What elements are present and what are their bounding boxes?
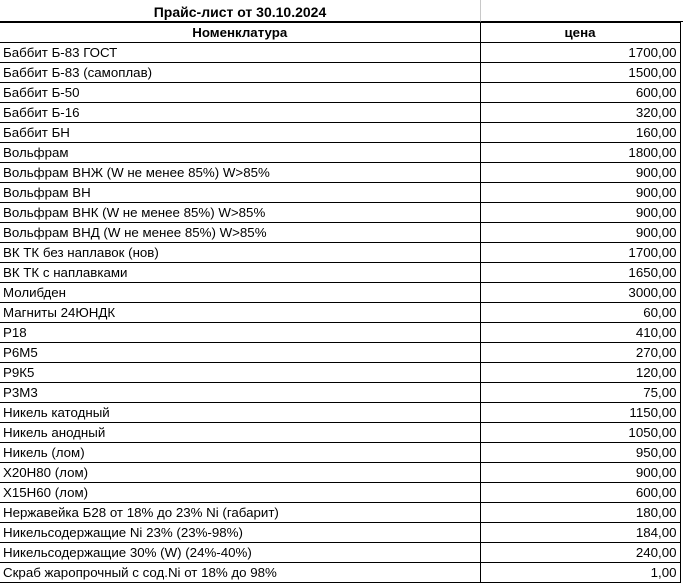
table-row: [0, 323, 680, 343]
table-row: [0, 303, 680, 323]
item-price-cell: 240,00: [480, 543, 680, 563]
table-row: [0, 63, 680, 83]
item-name-cell: ВК ТК с наплавками: [0, 263, 480, 283]
title-empty-cell: [480, 0, 683, 22]
item-price-cell: 1650,00: [480, 263, 680, 283]
table-row: [0, 183, 680, 203]
item-price-cell: 900,00: [480, 223, 680, 243]
table-row: [0, 243, 680, 263]
table-row: [0, 543, 680, 563]
table-row: [0, 103, 680, 123]
item-name-cell: Р6М5: [0, 343, 480, 363]
table-row: [0, 43, 680, 63]
table-row: [0, 203, 680, 223]
item-price-cell: 900,00: [480, 183, 680, 203]
item-price-cell: 1050,00: [480, 423, 680, 443]
item-price-cell: 1700,00: [480, 243, 680, 263]
column-header-price: цена: [480, 23, 680, 43]
item-price-cell: 180,00: [480, 503, 680, 523]
item-name-cell: Вольфрам ВНЖ (W не менее 85%) W>85%: [0, 163, 480, 183]
item-price-cell: 320,00: [480, 103, 680, 123]
item-price-cell: 1800,00: [480, 143, 680, 163]
table-row: [0, 163, 680, 183]
price-table: [0, 22, 681, 583]
item-name-cell: Р18: [0, 323, 480, 343]
item-name-cell: Молибден: [0, 283, 480, 303]
item-name-cell: Х15Н60 (лом): [0, 483, 480, 503]
table-row: [0, 443, 680, 463]
item-name-cell: Баббит Б-83 (самоплав): [0, 63, 480, 83]
table-row: [0, 143, 680, 163]
table-body: [0, 43, 680, 583]
table-row: [0, 263, 680, 283]
item-price-cell: 950,00: [480, 443, 680, 463]
table-row: [0, 223, 680, 243]
item-price-cell: 1150,00: [480, 403, 680, 423]
item-price-cell: 60,00: [480, 303, 680, 323]
page-title: Прайс-лист от 30.10.2024: [0, 0, 480, 22]
item-price-cell: 1500,00: [480, 63, 680, 83]
item-name-cell: Никельсодержащие Ni 23% (23%-98%): [0, 523, 480, 543]
item-price-cell: 3000,00: [480, 283, 680, 303]
item-name-cell: Нержавейка Б28 от 18% до 23% Ni (габарит): [0, 503, 480, 523]
item-price-cell: 75,00: [480, 383, 680, 403]
item-price-cell: 160,00: [480, 123, 680, 143]
item-name-cell: Баббит БН: [0, 123, 480, 143]
item-name-cell: Баббит Б-83 ГОСТ: [0, 43, 480, 63]
item-price-cell: 270,00: [480, 343, 680, 363]
column-header-name: Номенклатура: [0, 23, 480, 43]
table-header-row: [0, 23, 680, 43]
item-price-cell: 410,00: [480, 323, 680, 343]
item-price-cell: 1700,00: [480, 43, 680, 63]
item-name-cell: Никель катодный: [0, 403, 480, 423]
item-price-cell: 900,00: [480, 203, 680, 223]
item-name-cell: Х20Н80 (лом): [0, 463, 480, 483]
table-row: [0, 123, 680, 143]
table-row: [0, 423, 680, 443]
item-name-cell: Баббит Б-50: [0, 83, 480, 103]
item-name-cell: Никель (лом): [0, 443, 480, 463]
table-row: [0, 403, 680, 423]
table-row: [0, 503, 680, 523]
item-price-cell: 1,00: [480, 563, 680, 583]
item-price-cell: 900,00: [480, 163, 680, 183]
table-row: [0, 363, 680, 383]
item-name-cell: Магниты 24ЮНДК: [0, 303, 480, 323]
item-name-cell: Вольфрам: [0, 143, 480, 163]
table-row: [0, 523, 680, 543]
item-name-cell: Р9К5: [0, 363, 480, 383]
item-name-cell: Никельсодержащие 30% (W) (24%-40%): [0, 543, 480, 563]
item-name-cell: Вольфрам ВНД (W не менее 85%) W>85%: [0, 223, 480, 243]
table-row: [0, 343, 680, 363]
item-name-cell: Р3М3: [0, 383, 480, 403]
item-name-cell: Скраб жаропрочный с сод.Ni от 18% до 98%: [0, 563, 480, 583]
table-row: [0, 563, 680, 583]
item-price-cell: 600,00: [480, 83, 680, 103]
table-row: [0, 83, 680, 103]
item-name-cell: Никель анодный: [0, 423, 480, 443]
item-price-cell: 184,00: [480, 523, 680, 543]
item-name-cell: ВК ТК без наплавок (нов): [0, 243, 480, 263]
item-name-cell: Баббит Б-16: [0, 103, 480, 123]
table-row: [0, 383, 680, 403]
table-row: [0, 463, 680, 483]
item-price-cell: 900,00: [480, 463, 680, 483]
item-name-cell: Вольфрам ВНК (W не менее 85%) W>85%: [0, 203, 480, 223]
item-price-cell: 600,00: [480, 483, 680, 503]
table-row: [0, 283, 680, 303]
item-price-cell: 120,00: [480, 363, 680, 383]
table-row: [0, 483, 680, 503]
item-name-cell: Вольфрам ВН: [0, 183, 480, 203]
